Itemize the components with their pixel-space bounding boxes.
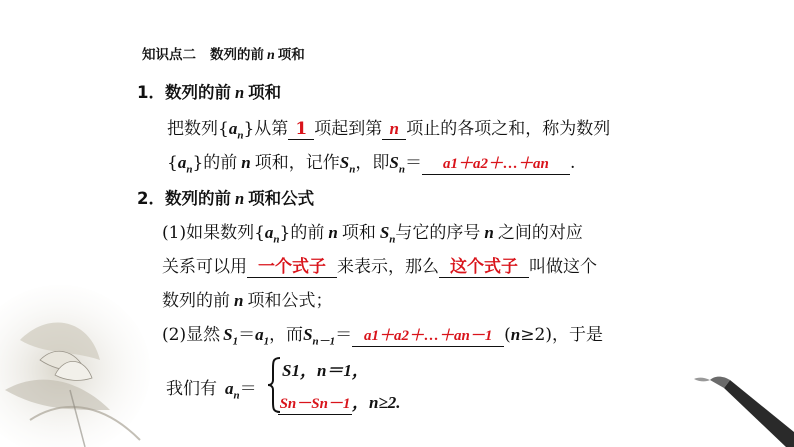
item1-title-b: 项和 (248, 83, 282, 102)
sub-n: n (398, 163, 405, 176)
sub-n-1: n－1 (312, 335, 336, 348)
t: 数列的前 (162, 291, 230, 311)
t: }从第 (243, 119, 289, 139)
lotus-painting-icon (0, 250, 175, 447)
section-prefix: 知识点二 (142, 47, 196, 63)
var-n: n (484, 223, 494, 242)
t: (2)显然 (162, 325, 221, 345)
item1-title-a: 数列的前 (164, 83, 231, 102)
var-S: S (223, 325, 233, 344)
t: { (167, 153, 178, 173)
var-a: a (255, 325, 264, 344)
item2-title-b: 项和公式 (248, 189, 315, 208)
t: ，即 (355, 153, 390, 173)
section-text-b: 项和 (277, 47, 305, 63)
var-S: S (389, 153, 399, 172)
var-n: n (510, 325, 521, 344)
item2-title (137, 188, 314, 210)
sub-n: n (273, 233, 280, 246)
answer-blank-n: n (382, 119, 406, 140)
answer-blank-formula: 一个式子 (247, 257, 337, 278)
var-a: a (264, 223, 274, 242)
t: ＝ (238, 325, 256, 345)
item2-p1-line1 (162, 222, 583, 250)
var-n: n (234, 291, 244, 310)
t: 项和 (341, 223, 376, 243)
case-1 (282, 360, 369, 382)
sub-n: n (237, 129, 244, 142)
sub-n: n (186, 163, 193, 176)
section-text-a: 数列的前 (210, 47, 264, 63)
t: ＝ (404, 153, 422, 173)
item2-number: 2． (137, 189, 165, 208)
item1-number: 1． (137, 83, 165, 102)
t: 项止的各项之和，称为数列 (406, 119, 611, 139)
answer-sum-formula: a1＋a2＋…＋an (422, 154, 570, 175)
var-S: S (303, 325, 313, 344)
t: . (569, 153, 576, 173)
t: ( (504, 325, 511, 345)
section-title (142, 44, 305, 67)
var-a: a (177, 153, 187, 172)
sub-n: n (389, 233, 396, 246)
answer-blank-1: 1 (288, 119, 314, 140)
item1-title-var: n (234, 83, 245, 102)
case-1-text: S1，n＝1， (282, 361, 369, 380)
var-a: a (228, 119, 238, 138)
t: 项和，记作 (254, 153, 340, 173)
var-a: a (225, 379, 234, 398)
item2-p2-line1 (162, 324, 603, 352)
answer-blank-this-formula: 这个式子 (439, 257, 529, 278)
answer-sum-formula-n-1: a1＋a2＋…＋an－1 (352, 326, 504, 347)
item2-title-a: 数列的前 (164, 189, 231, 208)
item2-title-var: n (234, 189, 245, 208)
item1-line2 (167, 152, 575, 180)
t: 叫做这个 (529, 257, 597, 277)
t: 我们有 (166, 379, 217, 399)
t: 之间的对应 (497, 223, 583, 243)
t: ≥2)，于是 (520, 325, 603, 345)
t: ，而 (269, 325, 304, 345)
item2-p1-line2 (162, 256, 597, 278)
sub-1: 1 (263, 335, 270, 348)
ink-brush-icon (690, 370, 794, 447)
t: 项起到第 (314, 119, 383, 139)
var-n: n (241, 153, 251, 172)
t: }的前 (192, 153, 238, 173)
var-S: S (339, 153, 350, 172)
var-n: n (328, 223, 338, 242)
item2-p2-line2 (166, 378, 257, 406)
t: 把数列{ (167, 119, 229, 139)
case-2-tail: ，n≥2. (352, 393, 401, 412)
sub-1: 1 (232, 335, 239, 348)
answer-case-2: Sn－Sn－1 (278, 394, 352, 415)
section-var: n (267, 48, 275, 63)
item1-title (137, 82, 281, 104)
t: (1)如果数列{ (162, 223, 265, 243)
t: 与它的序号 (395, 223, 481, 243)
t: ＝ (335, 325, 353, 345)
t: 项和公式； (247, 291, 333, 311)
case-2 (278, 392, 401, 415)
item2-p1-line3 (162, 290, 332, 312)
t: ＝ (239, 379, 257, 399)
sub-n: n (349, 163, 356, 176)
t: 来表示，那么 (337, 257, 439, 277)
t: }的前 (279, 223, 325, 243)
t: 关系可以用 (162, 257, 247, 277)
sub-n: n (233, 389, 240, 402)
item1-line1 (167, 118, 610, 146)
var-S: S (379, 223, 390, 242)
